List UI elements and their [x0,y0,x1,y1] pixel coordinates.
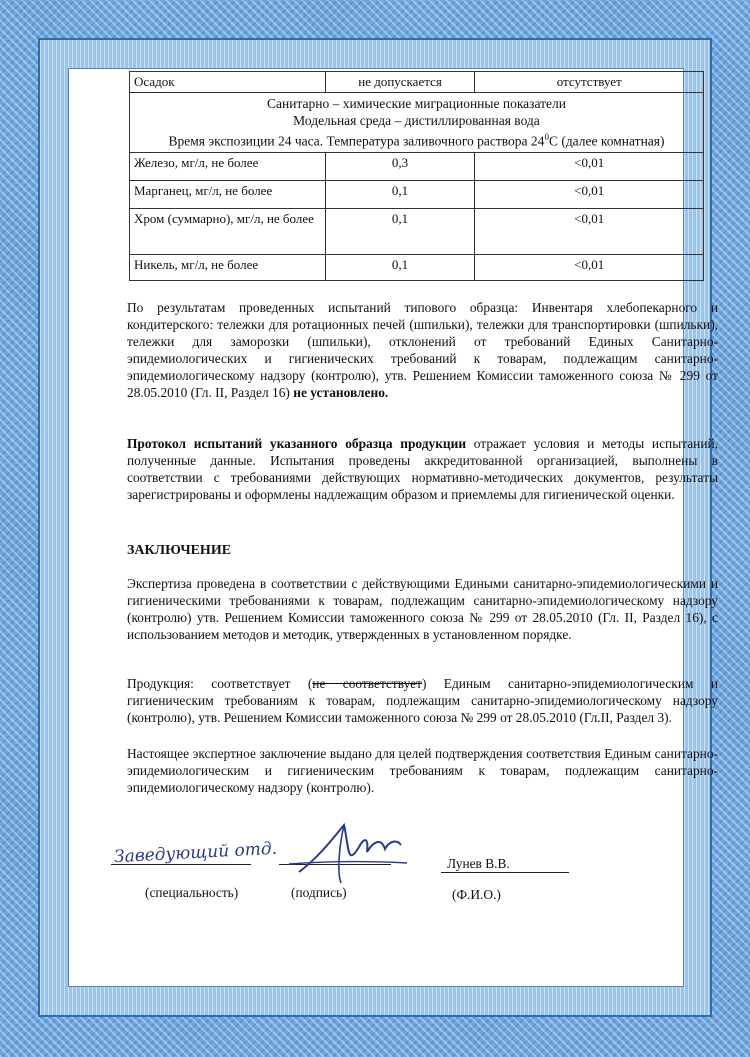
paragraph-emphasis: Протокол испытаний указанного образца продукции [127,436,467,451]
label-fio: (Ф.И.О.) [452,887,501,902]
paragraph-protocol [127,435,718,503]
cell-name: Железо, мг/л, не более [130,152,326,180]
table-row [130,72,704,93]
handwritten-position: Заведующий отд. [113,838,278,868]
cell-norm: 0,3 [325,152,475,180]
cell-result: <0,01 [475,152,704,180]
paragraph-body: ) Единым санитарно-эпидемиологическим и гигиеническим требованиям к товарам, подлежащим санитарно-эпидемиологическому надзору (контролю), утв. Решением Комиссии таможенного союза № 299 от 28.05.2010 (Гл.II, Раздел 3). [127,676,718,725]
cell-result: <0,01 [475,180,704,208]
paragraph-body: Продукция: соответствует ( [127,676,313,691]
paragraph-text [127,675,718,726]
cell-result: <0,01 [475,208,704,254]
cell-norm: 0,1 [325,208,475,254]
cell-name: Никель, мг/л, не более [130,254,326,280]
paragraph-emphasis: не установлено. [289,385,389,400]
section-line [134,129,699,150]
label-specialty: (специальность) [145,885,239,900]
cell-norm: 0,1 [325,180,475,208]
section-text: С (далее комнатная) [548,133,665,149]
table-section-row [130,93,704,153]
section-line: Санитарно – химические миграционные показатели [266,96,566,111]
cell-name: Марганец, мг/л, не более [130,180,326,208]
signer-name: Лунев В.В. [447,856,510,871]
document-body [68,68,718,987]
label-signature: (подпись) [291,885,347,900]
paragraph-text: Настоящее экспертное заключение выдано для целей подтверждения соответствия Единым санитарно-эпидемиологическим и гигиеническим требованиям к товарам, подлежащим санитарно-эпидемиологическому надзору (контролю). [127,746,718,795]
cell-norm: 0,1 [325,254,475,280]
table-row [130,152,704,180]
paragraph-body: По результатам проведенных испытаний типового образца: Инвентаря хлебопекарного и кондитерского: тележки для ротационных печей (шпильки), тележки для транспортировки (шпильки), тележки для заморозки (шпильки), отклонений от требований Единых Санитарно-эпидемиологических и гигиенических требований к товарам, подлежащим санитарно-эпидемиологическому надзору (контролю), утв. Решением Комиссии таможенного союза № 299 от 28.05.2010 (Гл. II, Раздел 16) [127,300,718,400]
table-row [130,254,704,280]
paragraph-expertise [127,575,718,643]
section-text: Время экспозиции 24 часа. Температура заливочного раствора 24 [168,133,545,149]
section-sup: 0 [544,132,549,142]
paragraph-body: отражает условия и методы испытаний, полученные данные. Испытания проведены аккредитованной организацией, выполнены в соответствии с требованиями действующих нормативно-методических документов, результаты зарегистрированы и оформлены надлежащим образом и приемлемы для гигиенической оценки. [127,436,718,502]
paragraph-text [127,299,718,401]
handwritten-signature [289,817,409,887]
cell-name: Хром (суммарно), мг/л, не более [130,208,326,254]
fio-line [441,872,569,873]
paragraph-results [127,299,718,401]
cell-name: Осадок [130,72,326,93]
struck-text: не соответствует [312,676,422,691]
cell-norm: не допускается [325,72,475,93]
cell-result: <0,01 [475,254,704,280]
table-row [130,208,704,254]
table-row [130,180,704,208]
cell-result: отсутствует [475,72,704,93]
paragraph-text: Экспертиза проведена в соответствии с действующими Едиными санитарно-эпидемиологическими и гигиеническими требованиями к товарам, подлежащим санитарно-эпидемиологическому надзору (контролю) утв. Решением Комиссии таможенного союза № 299 от 28.05.2010 (Гл. II, Раздел 16), с использованием методов и методик, утвержденных в установленном порядке. [127,576,718,642]
test-results-table [129,71,704,281]
paragraph-product [127,675,718,726]
conclusion-heading: ЗАКЛЮЧЕНИЕ [127,543,232,558]
section-line: Модельная среда – дистиллированная вода [293,113,540,128]
section-header [130,93,704,153]
paragraph-text [127,435,718,503]
paragraph-purpose [127,745,718,796]
